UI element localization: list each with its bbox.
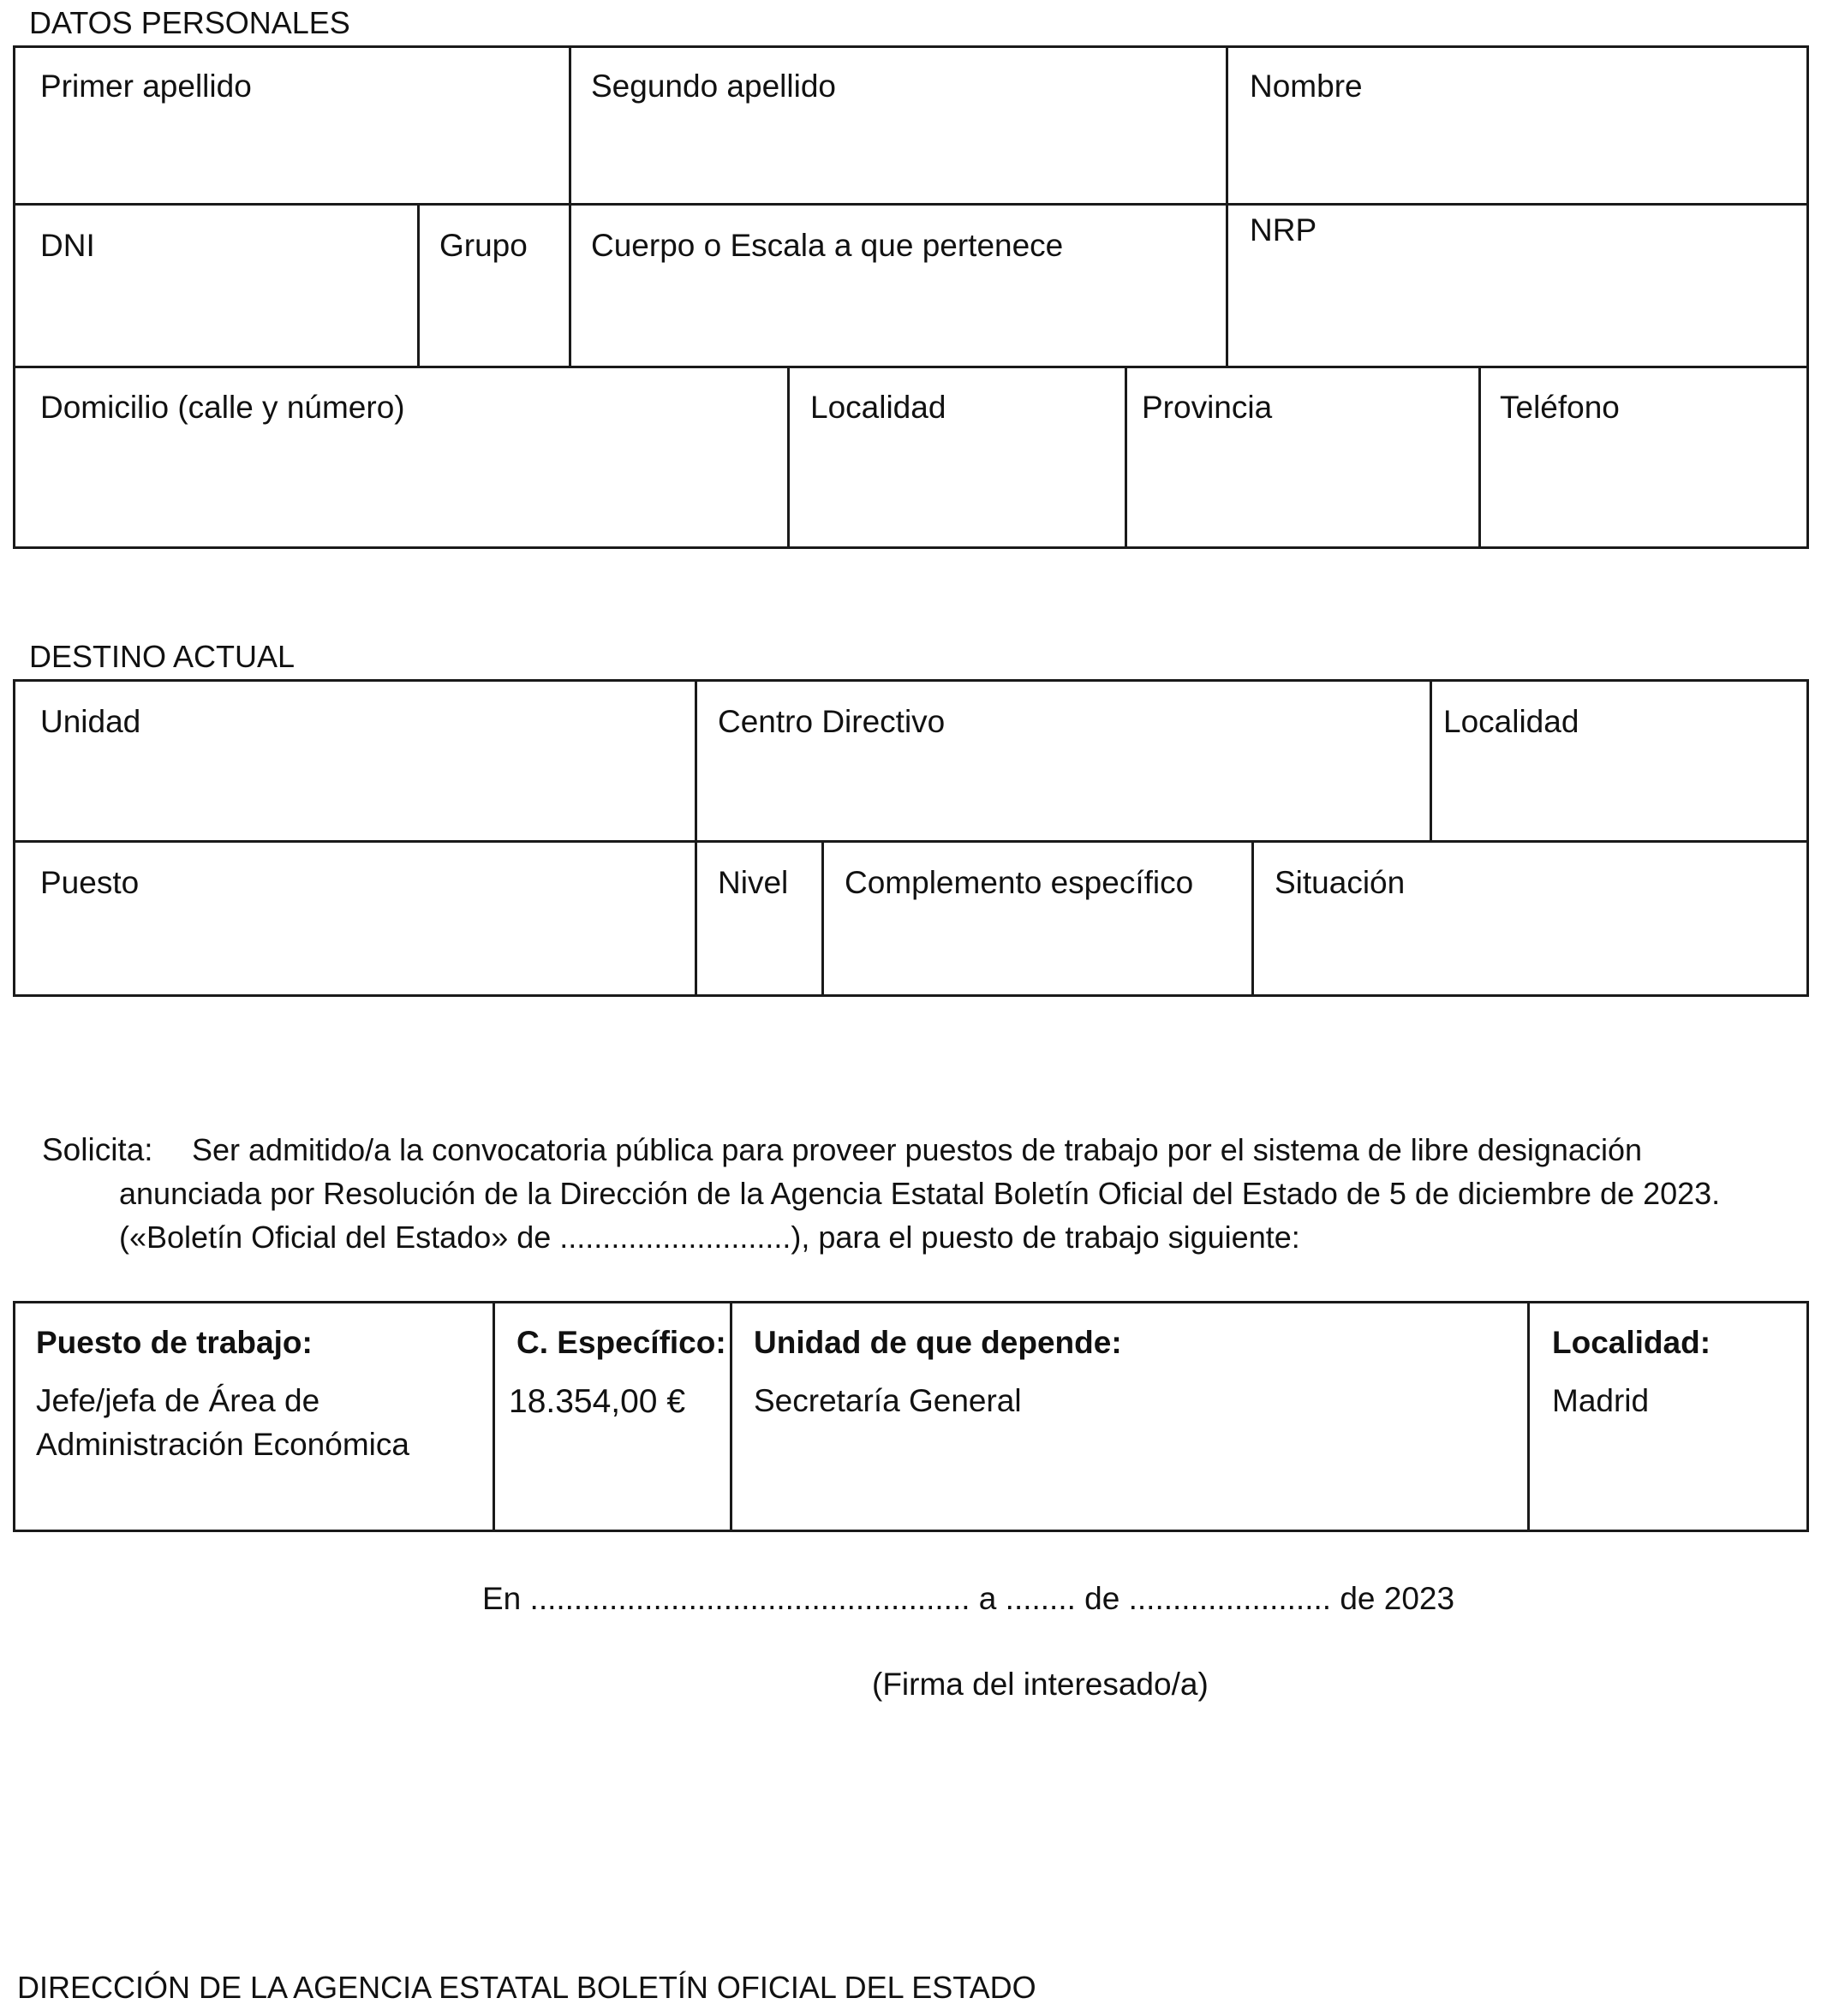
nrp-field[interactable]: NRP	[1250, 212, 1317, 248]
dni-field[interactable]: DNI	[40, 228, 95, 263]
puesto-trabajo-value-2: Administración Económica	[36, 1427, 409, 1462]
solicita-line-1: Ser admitido/a la convocatoria pública para proveer puestos de trabajo por el sistema de libre designación	[192, 1132, 1642, 1167]
unidad-depende-value: Secretaría General	[754, 1383, 1022, 1418]
firma-label: (Firma del interesado/a)	[872, 1667, 1209, 1702]
destino-localidad-field[interactable]: Localidad	[1443, 704, 1579, 739]
localidad-value: Madrid	[1552, 1383, 1650, 1418]
grupo-field[interactable]: Grupo	[439, 228, 528, 263]
cuerpo-escala-field[interactable]: Cuerpo o Escala a que pertenece	[591, 228, 1064, 263]
datos-personales-title: DATOS PERSONALES	[29, 5, 350, 40]
provincia-field[interactable]: Provincia	[1142, 390, 1273, 425]
localidad-header: Localidad:	[1552, 1325, 1711, 1360]
localidad-field[interactable]: Localidad	[810, 390, 946, 425]
solicita-label: Solicita:	[42, 1132, 153, 1167]
footer-addressee: DIRECCIÓN DE LA AGENCIA ESTATAL BOLETÍN OFICIAL DEL ESTADO	[17, 1970, 1036, 2005]
segundo-apellido-field[interactable]: Segundo apellido	[591, 69, 836, 104]
complemento-especifico-field[interactable]: Complemento específico	[845, 865, 1194, 900]
especifico-header: C. Específico:	[516, 1325, 726, 1360]
fecha-line[interactable]: En .................................................. a ........ de ....................... de 2023	[482, 1581, 1455, 1616]
unidad-depende-header: Unidad de que depende:	[754, 1325, 1122, 1360]
puesto-trabajo-value-1: Jefe/jefa de Área de	[36, 1383, 320, 1418]
nombre-field[interactable]: Nombre	[1250, 69, 1363, 104]
situacion-field[interactable]: Situación	[1275, 865, 1406, 900]
domicilio-field[interactable]: Domicilio (calle y número)	[40, 390, 405, 425]
centro-directivo-field[interactable]: Centro Directivo	[718, 704, 946, 739]
puesto-field[interactable]: Puesto	[40, 865, 140, 900]
puesto-trabajo-header: Puesto de trabajo:	[36, 1325, 313, 1360]
solicita-line-3: («Boletín Oficial del Estado» de ...........................), para el puesto de trabajo siguiente:	[119, 1220, 1300, 1255]
destino-actual-title: DESTINO ACTUAL	[29, 639, 296, 674]
telefono-field[interactable]: Teléfono	[1500, 390, 1620, 425]
solicita-line-2: anunciada por Resolución de la Dirección de la Agencia Estatal Boletín Oficial del Estado de 5 de diciembre de 2023.	[119, 1176, 1721, 1211]
especifico-value: 18.354,00 €	[509, 1383, 686, 1420]
unidad-field[interactable]: Unidad	[40, 704, 141, 739]
primer-apellido-field[interactable]: Primer apellido	[40, 69, 252, 104]
nivel-field[interactable]: Nivel	[718, 865, 789, 900]
